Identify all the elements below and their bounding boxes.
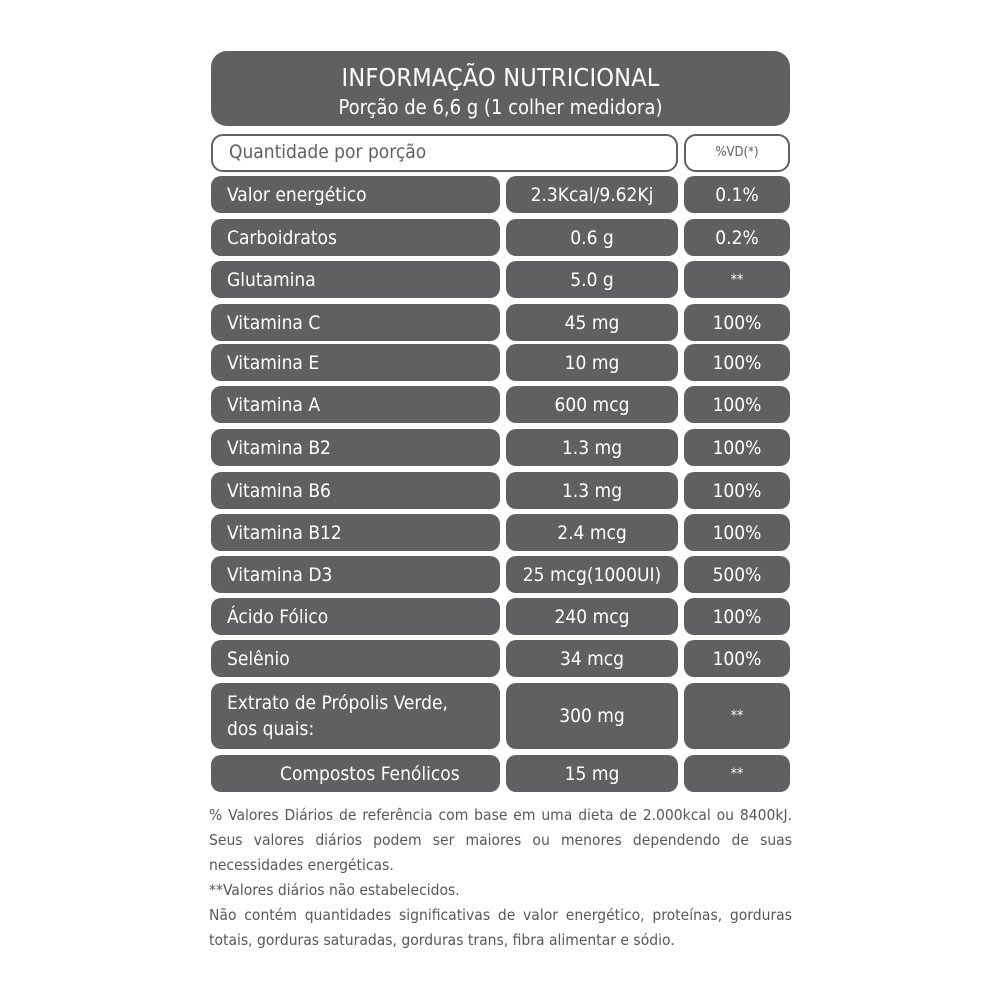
serving-size: Porção de 6,6 g (1 colher medidora) (338, 95, 663, 119)
nutrient-daily-value: ** (684, 755, 790, 792)
nutrient-name: Vitamina E (211, 344, 500, 381)
nutrient-name: Carboidratos (211, 219, 500, 256)
nutrition-header (211, 51, 790, 126)
nutrient-name: Vitamina C (211, 304, 500, 341)
nutrient-daily-value: 500% (684, 556, 790, 593)
nutrient-daily-value: 100% (684, 344, 790, 381)
nutrient-amount: 10 mg (506, 344, 678, 381)
nutrient-name-line-2: dos quais: (227, 718, 315, 740)
nutrient-name: Vitamina B6 (211, 472, 500, 509)
nutrient-daily-value: 100% (684, 304, 790, 341)
footnote-daily-values: % Valores Diários de referência com base em uma dieta de 2.000kcal ou 8400kJ. Seus valores diários podem ser maiores ou menores dependendo de suas necessidades energéticas. (209, 806, 792, 874)
nutrient-daily-value: ** (684, 683, 790, 749)
nutrient-amount: 1.3 mg (506, 472, 678, 509)
nutrient-daily-value: 100% (684, 640, 790, 677)
nutrient-daily-value: 100% (684, 429, 790, 466)
table-title: INFORMAÇÃO NUTRICIONAL (341, 63, 660, 92)
nutrient-daily-value: 100% (684, 386, 790, 423)
nutrient-daily-value: 0.2% (684, 219, 790, 256)
nutrient-name: Vitamina A (211, 386, 500, 423)
nutrient-daily-value: 100% (684, 472, 790, 509)
nutrient-daily-value: 100% (684, 598, 790, 635)
nutrient-daily-value: 0.1% (684, 176, 790, 213)
nutrient-amount: 45 mg (506, 304, 678, 341)
nutrient-daily-value: 100% (684, 514, 790, 551)
nutrient-name: Compostos Fenólicos (211, 755, 500, 792)
daily-value-header: %VD(*) (684, 134, 790, 172)
nutrient-amount: 2.4 mcg (506, 514, 678, 551)
nutrient-amount: 2.3Kcal/9.62Kj (506, 176, 678, 213)
nutrient-name: Valor energético (211, 176, 500, 213)
footnote-not-established: **Valores diários não estabelecidos. (209, 881, 460, 899)
nutrient-name: Vitamina B2 (211, 429, 500, 466)
nutrient-daily-value: ** (684, 261, 790, 298)
nutrient-amount: 600 mcg (506, 386, 678, 423)
nutrient-amount: 240 mcg (506, 598, 678, 635)
nutrient-name: Vitamina B12 (211, 514, 500, 551)
nutrient-name: Glutamina (211, 261, 500, 298)
nutrient-amount: 25 mcg(1000UI) (506, 556, 678, 593)
nutrient-name-multiline (211, 683, 500, 749)
nutrient-name-line-1: Extrato de Própolis Verde, (227, 692, 448, 714)
footnote-not-significant: Não contém quantidades significativas de valor energético, proteínas, gorduras totais, gorduras saturadas, gorduras trans, fibra alimentar e sódio. (209, 906, 792, 949)
nutrient-name: Ácido Fólico (211, 598, 500, 635)
nutrient-amount: 34 mcg (506, 640, 678, 677)
quantity-per-serving-header: Quantidade por porção (211, 134, 678, 172)
nutrient-amount: 0.6 g (506, 219, 678, 256)
nutrient-amount: 5.0 g (506, 261, 678, 298)
nutrient-name: Selênio (211, 640, 500, 677)
nutrient-amount: 15 mg (506, 755, 678, 792)
nutrient-amount: 1.3 mg (506, 429, 678, 466)
nutrient-amount: 300 mg (506, 683, 678, 749)
nutrient-name: Vitamina D3 (211, 556, 500, 593)
